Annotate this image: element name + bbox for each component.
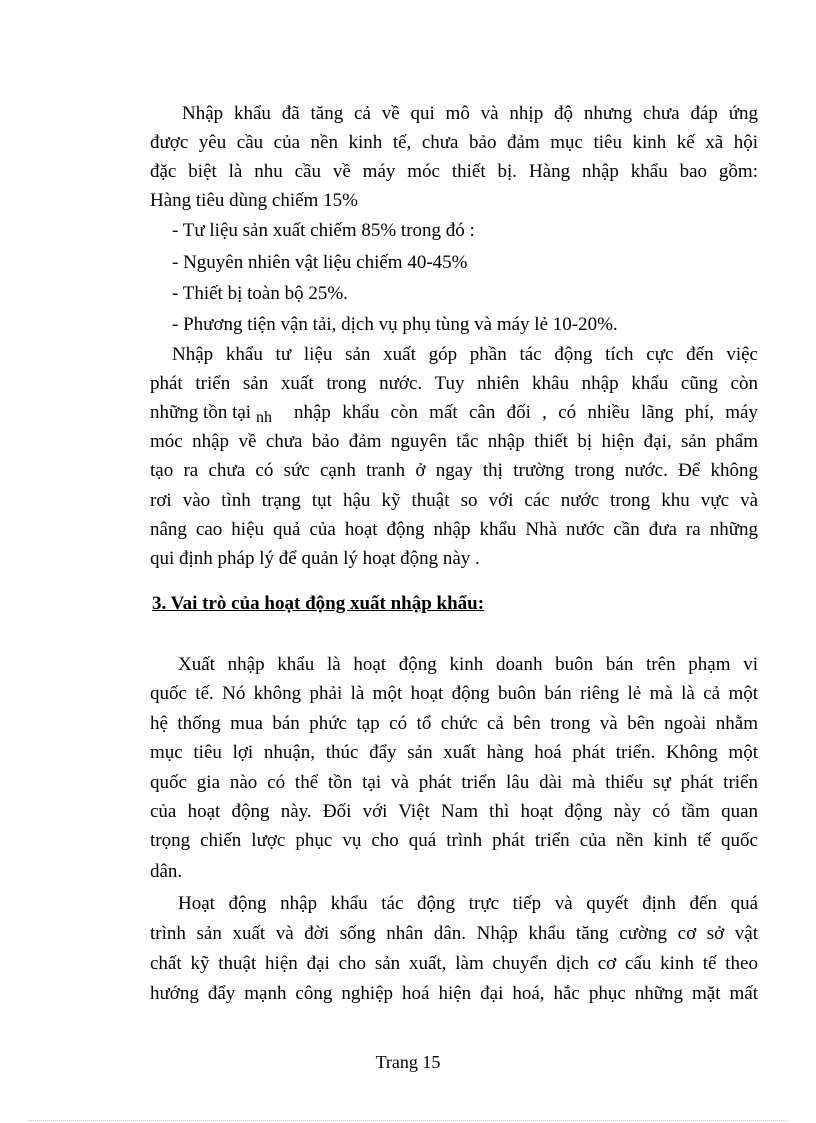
paragraph-3-line-8: dân. [150,861,183,882]
paragraph-2-line-3b: nhập khẩu còn mất cân đối , có nhiều lãng phí, máy [294,402,758,423]
bullet-item-4: - Phương tiện vận tải, dịch vụ phụ tùng và máy lẻ 10-20%. [172,314,618,335]
paragraph-2-line-5: tạo ra chưa có sức cạnh tranh ở ngay thị trường trong nước. Để không [150,460,758,481]
stray-fragment: nh [256,409,272,426]
paragraph-2-line-6: rơi vào tình trạng tụt hậu kỹ thuật so với các nước trong khu vực và [150,490,758,511]
paragraph-3-line-4: mục tiêu lợi nhuận, thúc đẩy sản xuất hàng hoá phát triển. Không một [150,742,758,763]
paragraph-3-line-7: trọng chiến lược phục vụ cho quá trình phát triển của nền kinh tế quốc [150,830,758,851]
paragraph-3-line-1: Xuất nhập khẩu là hoạt động kinh doanh buôn bán trên phạm vi [178,654,758,675]
paragraph-2-line-1: Nhập khẩu tư liệu sản xuất góp phần tác động tích cực đến việc [172,344,758,365]
paragraph-2-line-4: móc nhập về chưa bảo đảm nguyên tắc nhập thiết bị hiện đại, sản phẩm [150,431,758,452]
paragraph-3-line-6: của hoạt động này. Đối với Việt Nam thì hoạt động này có tầm quan [150,801,758,822]
paragraph-3-line-3: hệ thống mua bán phức tạp có tổ chức cả bên trong và bên ngoài nhằm [150,713,758,734]
paragraph-4-line-3: chất kỹ thuật hiện đại cho sản xuất, làm chuyển dịch cơ cấu kinh tế theo [150,953,758,974]
paragraph-1-line-1: Nhập khẩu đã tăng cả về qui mô và nhịp độ nhưng chưa đáp ứng [182,103,758,124]
paragraph-1-line-3: đặc biệt là nhu cầu về máy móc thiết bị. Hàng nhập khẩu bao gồm: [150,161,758,182]
bullet-item-2: - Nguyên nhiên vật liệu chiếm 40-45% [172,252,468,273]
paragraph-1-line-4: Hàng tiêu dùng chiếm 15% [150,190,358,211]
bullet-item-3: - Thiết bị toàn bộ 25%. [172,283,348,304]
page-number: Trang 15 [375,1052,441,1072]
paragraph-2-line-2: phát triển sản xuất trong nước. Tuy nhiên khâu nhập khẩu cũng còn [150,373,758,394]
paragraph-3-line-5: quốc gia nào có thể tồn tại và phát triển lâu dài mà thiếu sự phát triển [150,772,758,793]
section-heading: 3. Vai trò của hoạt động xuất nhập khẩu: [152,593,485,614]
bullet-item-1: - Tư liệu sản xuất chiếm 85% trong đó : [172,220,475,241]
paragraph-4-line-1: Hoạt động nhập khẩu tác động trực tiếp và quyết định đến quá [178,893,758,914]
paragraph-2-line-8: qui định pháp lý để quản lý hoạt động này . [150,548,480,569]
paragraph-4-line-4: hướng đẩy mạnh công nghiệp hoá hiện đại hoá, hắc phục những mặt mất [150,983,758,1004]
page-bottom-divider [28,1120,788,1121]
paragraph-4-line-2: trình sản xuất và đời sống nhân dân. Nhập khẩu tăng cường cơ sở vật [150,923,758,944]
paragraph-1-line-2: được yêu cầu của nền kinh tế, chưa bảo đảm mục tiêu kinh kế xã hội [150,132,758,153]
paragraph-2-line-3a: những tồn tại [150,402,252,423]
paragraph-3-line-2: quốc tế. Nó không phải là một hoạt động buôn bán riêng lẻ mà là cả một [150,683,758,704]
paragraph-2-line-7: nâng cao hiệu quả của hoạt động nhập khẩu Nhà nước cần đưa ra những [150,519,758,540]
